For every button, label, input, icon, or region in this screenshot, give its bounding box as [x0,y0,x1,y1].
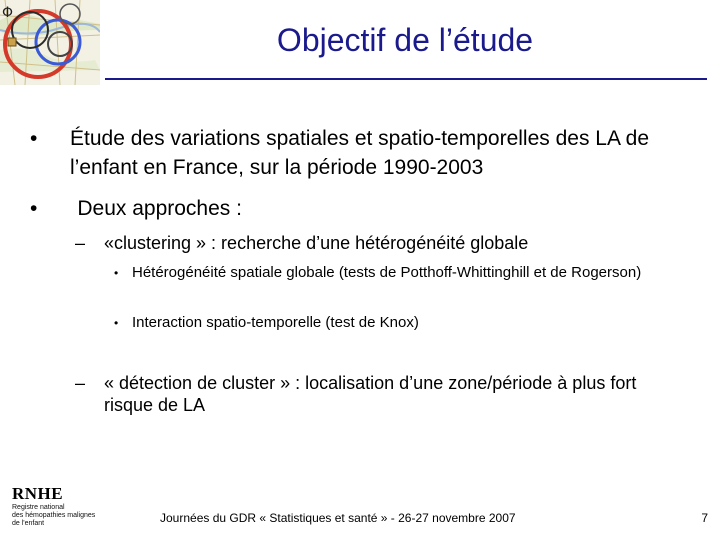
clustering-item-spatial [114,263,674,283]
item-text: Interaction spatio-temporelle (test de Knox) [132,314,419,331]
dash-marker: – [75,373,86,393]
bullet-text: Deux approches : [77,197,242,220]
bullet-marker: • [30,197,38,220]
approach-cluster-detection [75,372,675,416]
title-underline [105,78,707,80]
page-number: 7 [701,511,708,525]
dash-marker: – [75,233,86,253]
bullet-objective [30,124,690,182]
bullet-marker: • [114,316,119,330]
item-text: Hétérogénéité spatiale globale (tests de Potthoff-Whittinghill et de Rogerson) [132,264,642,281]
approach-clustering [75,232,675,254]
logo-name: RNHE [12,484,64,503]
svg-text:Φ: Φ [2,5,14,21]
logo-subtitle-2: des hémopathies malignes [12,512,96,519]
bullet-marker: • [30,127,38,150]
page-title: Objectif de l’étude [276,22,534,58]
footer-text: Journées du GDR « Statistiques et santé » - 26-27 novembre 2007 [160,511,516,525]
logo-subtitle-1: Registre national [12,504,65,511]
bullet-approaches [30,194,242,223]
bullet-text: Étude des variations spatiales et spatio-temporelles des LA de l’enfant en France, sur la période 1990-2003 [70,127,650,179]
approach-text: «clustering » : recherche d’une hétérogénéité globale [104,233,529,253]
bullet-marker: • [114,266,119,280]
map-cluster-logo [0,0,100,85]
rnhe-logo [12,484,122,528]
clustering-item-temporal [114,313,674,333]
approach-text: « détection de cluster » : localisation d’une zone/période à plus fort risque de LA [104,373,637,415]
logo-subtitle-3: de l'enfant [12,520,45,527]
